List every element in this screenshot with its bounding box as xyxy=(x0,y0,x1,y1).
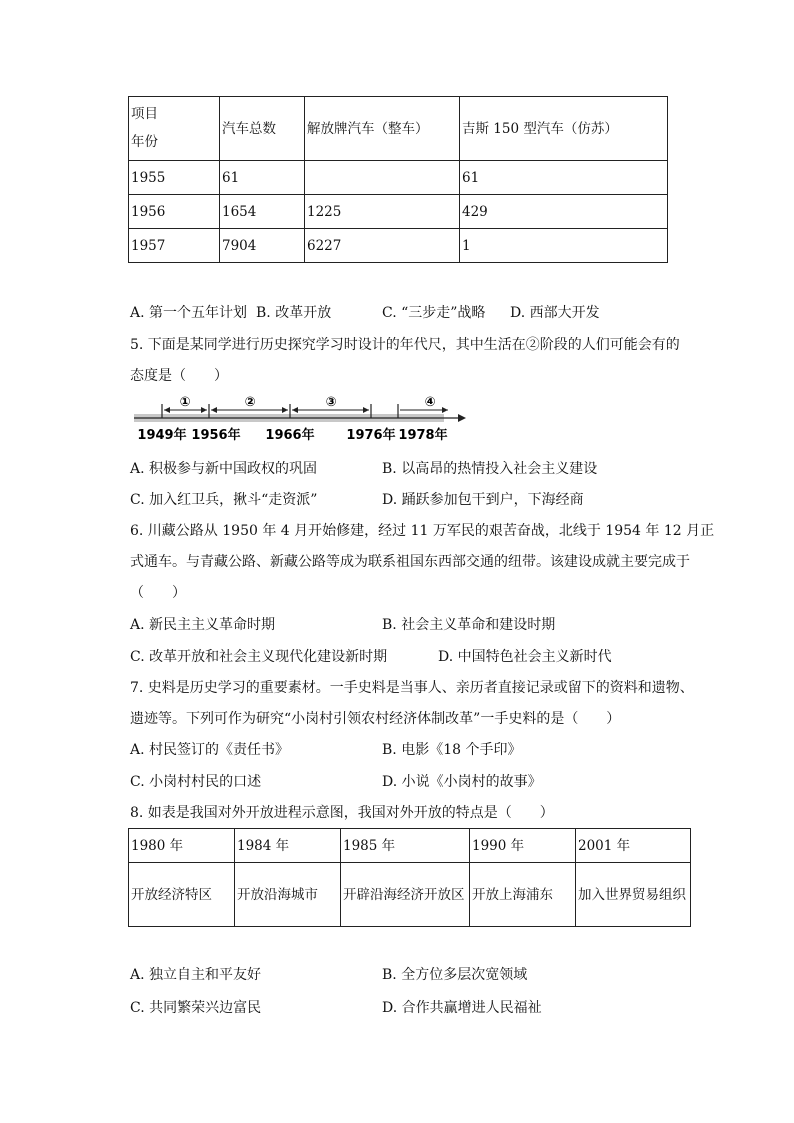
table-cell: 1225 xyxy=(305,195,460,229)
q6-option-a[interactable]: A. 新民主主义革命时期 xyxy=(130,617,276,633)
q7-option-a[interactable]: A. 村民签订的《责任书》 xyxy=(130,742,290,758)
q6-stem-line2: 式通车。与青藏公路、新藏公路等成为联系祖国东西部交通的纽带。该建设成就主要完成于 xyxy=(130,554,690,570)
header-cell: 汽车总数 xyxy=(220,97,305,161)
q8-stem-line1: 8. 如表是我国对外开放进程示意图，我国对外开放的特点是（ ） xyxy=(130,805,554,821)
timeline-year-label: 1966年 xyxy=(265,428,315,443)
q7-stem-line1: 7. 史料是历史学习的重要素材。一手史料是当事人、亲历者直接记录或留下的资料和遗物、 xyxy=(130,680,694,696)
timeline-stage-label: ① xyxy=(179,395,191,410)
table-cell: 1984 年 xyxy=(235,829,341,863)
timeline-stage-label: ④ xyxy=(424,395,436,410)
q5-option-b[interactable]: B. 以高昂的热情投入社会主义建设 xyxy=(382,461,598,477)
timeline-year-label: 1978年 xyxy=(398,428,448,443)
timeline-year-label: 1976年 xyxy=(346,428,396,443)
q4-option-b[interactable]: B. 改革开放 xyxy=(256,305,332,321)
era-timeline xyxy=(128,394,468,444)
q6-stem-line3: （ ） xyxy=(130,585,186,601)
timeline-arrow-icon xyxy=(458,414,466,422)
table-cell: 7904 xyxy=(220,229,305,263)
q6-option-c[interactable]: C. 改革开放和社会主义现代化建设新时期 xyxy=(130,649,388,665)
table-cell: 2001 年 xyxy=(576,829,691,863)
q7-option-c[interactable]: C. 小岗村村民的口述 xyxy=(130,774,262,790)
table-cell: 61 xyxy=(220,161,305,195)
corner-header-cell: 项目 年份 xyxy=(129,97,220,161)
opening-up-table xyxy=(128,828,691,927)
timeline-stage-label: ② xyxy=(244,395,256,410)
table-row xyxy=(129,863,691,927)
car-production-table xyxy=(128,96,668,263)
table-cell: 1980 年 xyxy=(129,829,235,863)
q8-option-c[interactable]: C. 共同繁荣兴边富民 xyxy=(130,1000,262,1016)
table-row xyxy=(129,195,668,229)
table-cell: 429 xyxy=(460,195,668,229)
table-cell xyxy=(305,161,460,195)
table-cell: 开辟沿海经济开放区 xyxy=(341,863,470,927)
table-row xyxy=(129,161,668,195)
q5-option-d[interactable]: D. 踊跃参加包干到户，下海经商 xyxy=(382,492,584,508)
q5-stem-line1: 5. 下面是某同学进行历史探究学习时设计的年代尺，其中生活在②阶段的人们可能会有的 xyxy=(130,337,680,353)
table-cell: 开放上海浦东 xyxy=(470,863,576,927)
table-cell: 1990 年 xyxy=(470,829,576,863)
q5-option-a[interactable]: A. 积极参与新中国政权的巩固 xyxy=(130,461,318,477)
table-cell: 1956 xyxy=(129,195,220,229)
header-cell: 解放牌汽车（整车） xyxy=(305,97,460,161)
table-cell: 1957 xyxy=(129,229,220,263)
q7-option-b[interactable]: B. 电影《18 个手印》 xyxy=(382,742,522,758)
timeline-stage-label: ③ xyxy=(325,395,337,410)
table-header-row xyxy=(129,97,668,161)
q6-option-d[interactable]: D. 中国特色社会主义新时代 xyxy=(438,649,612,665)
timeline-year-label: 1949年 xyxy=(137,428,187,443)
table-row xyxy=(129,229,668,263)
table-cell: 1985 年 xyxy=(341,829,470,863)
table-cell: 61 xyxy=(460,161,668,195)
q7-stem-line2: 遗迹等。下列可作为研究“小岗村引领农村经济体制改革”一手史料的是（ ） xyxy=(130,711,621,727)
table-cell: 1654 xyxy=(220,195,305,229)
timeline-year-label: 1956年 xyxy=(191,428,241,443)
q4-option-a[interactable]: A. 第一个五年计划 xyxy=(130,305,248,321)
table-cell: 1955 xyxy=(129,161,220,195)
q5-stem-line2: 态度是（ ） xyxy=(130,368,228,384)
header-cell: 吉斯 150 型汽车（仿苏） xyxy=(460,97,668,161)
q8-option-a[interactable]: A. 独立自主和平友好 xyxy=(130,967,262,983)
table-cell: 开放沿海城市 xyxy=(235,863,341,927)
table-cell: 1 xyxy=(460,229,668,263)
q4-option-d[interactable]: D. 西部大开发 xyxy=(510,305,600,321)
q8-option-b[interactable]: B. 全方位多层次宽领域 xyxy=(382,967,528,983)
q6-stem-line1: 6. 川藏公路从 1950 年 4 月开始修建，经过 11 万军民的艰苦奋战，北线于 1954 年 12 月正 xyxy=(130,523,715,539)
q5-option-c[interactable]: C. 加入红卫兵，揪斗“走资派” xyxy=(130,492,318,508)
table-cell: 6227 xyxy=(305,229,460,263)
table-row xyxy=(129,829,691,863)
q4-option-c[interactable]: C. “三步走”战略 xyxy=(382,305,486,321)
q6-option-b[interactable]: B. 社会主义革命和建设时期 xyxy=(382,617,556,633)
q8-option-d[interactable]: D. 合作共赢增进人民福祉 xyxy=(382,1000,542,1016)
table-cell: 开放经济特区 xyxy=(129,863,235,927)
q7-option-d[interactable]: D. 小说《小岗村的故事》 xyxy=(382,774,542,790)
table-cell: 加入世界贸易组织 xyxy=(576,863,691,927)
